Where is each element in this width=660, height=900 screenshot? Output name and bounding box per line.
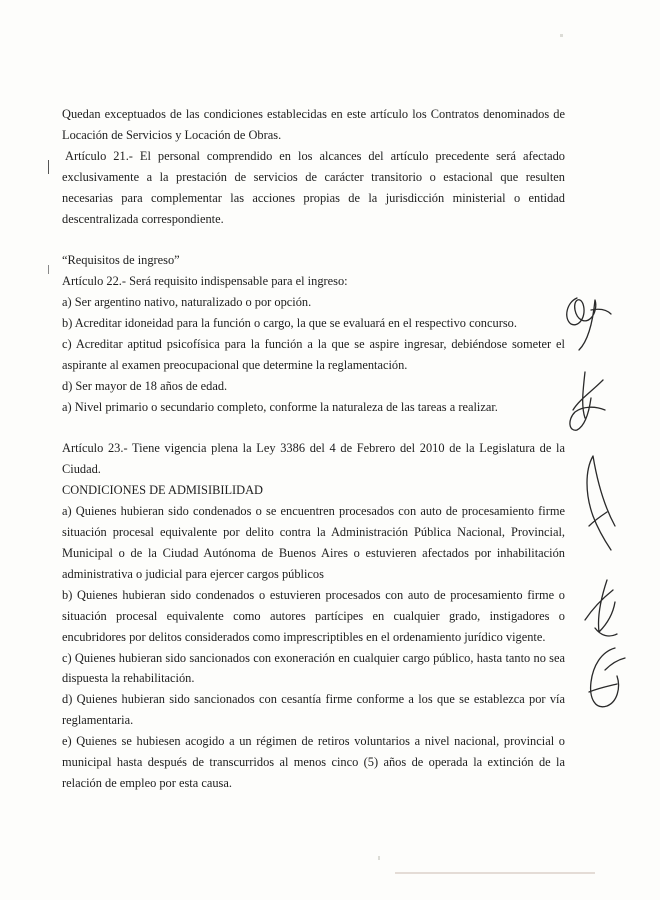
section-heading: “Requisitos de ingreso” (62, 253, 180, 268)
signature-initial (589, 648, 625, 707)
signature-initial (567, 298, 611, 350)
signature-margin (555, 280, 655, 720)
article-paragraph: Artículo 23.- Tiene vigencia plena la Ley 3386 del 4 de Febrero del 2010 de la Legislatura de la Ciudad. (62, 441, 565, 477)
signature-initial (585, 580, 617, 636)
list-item: c) Quienes hubieran sido sancionados con exoneración en cualquier cargo público, hasta tanto no sea dispuesta la rehabilitación. (62, 650, 565, 686)
list-item: c) Acreditar aptitud psicofísica para la función a la que se aspire ingresar, debiéndose someter el aspirante al examen preocupacional que determine la reglamentación. (62, 336, 565, 372)
margin-mark (48, 265, 49, 274)
list-item: a) Quienes hubieran sido condenados o se encuentren procesados con auto de procesamiento firme situación procesal equivalente por delito contra la Administración Pública Nacional, Provincial, Municipal o de la Ciudad Autónoma de Buenos Aires o estuvieren afectados por inhabilitación administrativa o judicial para ejercer cargos públicos (62, 504, 565, 581)
list-item: b) Acreditar idoneidad para la función o cargo, la que se evaluará en el respectivo concurso. (62, 316, 517, 331)
article-heading: Artículo 22.- Será requisito indispensable para el ingreso: (62, 274, 348, 289)
document-body (62, 104, 565, 794)
list-item: d) Ser mayor de 18 años de edad. (62, 378, 228, 393)
scan-mark (395, 872, 595, 874)
list-item: a) Ser argentino nativo, naturalizado o por opción. (62, 295, 312, 310)
margin-mark (48, 160, 49, 174)
scan-mark (378, 856, 380, 860)
paragraph: Artículo 21.- El personal comprendido en los alcances del artículo precedente será afectado exclusivamente a la prestación de servicios de carácter transitorio o estacional que resulten necesarias para complementar las acciones propias de la jurisdicción ministerial o entidad descentralizada correspondiente. (62, 148, 565, 226)
scan-mark (560, 34, 563, 37)
section-heading: CONDICIONES DE ADMISIBILIDAD (62, 483, 263, 498)
signature-initial (587, 456, 615, 550)
list-item: e) Quienes se hubiesen acogido a un régimen de retiros voluntarios a nivel nacional, provincial o municipal hasta después de transcurridos al menos cinco (5) años de operada la extinción de la relación de empleo por esta causa. (62, 734, 565, 790)
list-item: a) Nivel primario o secundario completo, conforme la naturaleza de las tareas a realizar. (62, 399, 498, 414)
paragraph: Quedan exceptuados de las condiciones establecidas en este artículo los Contratos denominados de Locación de Servicios y Locación de Obras. (62, 107, 565, 142)
signature-initial (570, 372, 605, 430)
list-item: b) Quienes hubieran sido condenados o estuvieren procesados con auto de procesamiento firme o situación procesal equivalente como autores partícipes en cualquier grado, instigadores o encubridores por delitos considerados como imprescriptibles en el ordenamiento jurídico vigente. (62, 587, 565, 644)
list-item: d) Quienes hubieran sido sancionados con cesantía firme conforme a los que se establezca por vía reglamentaria. (62, 692, 565, 728)
